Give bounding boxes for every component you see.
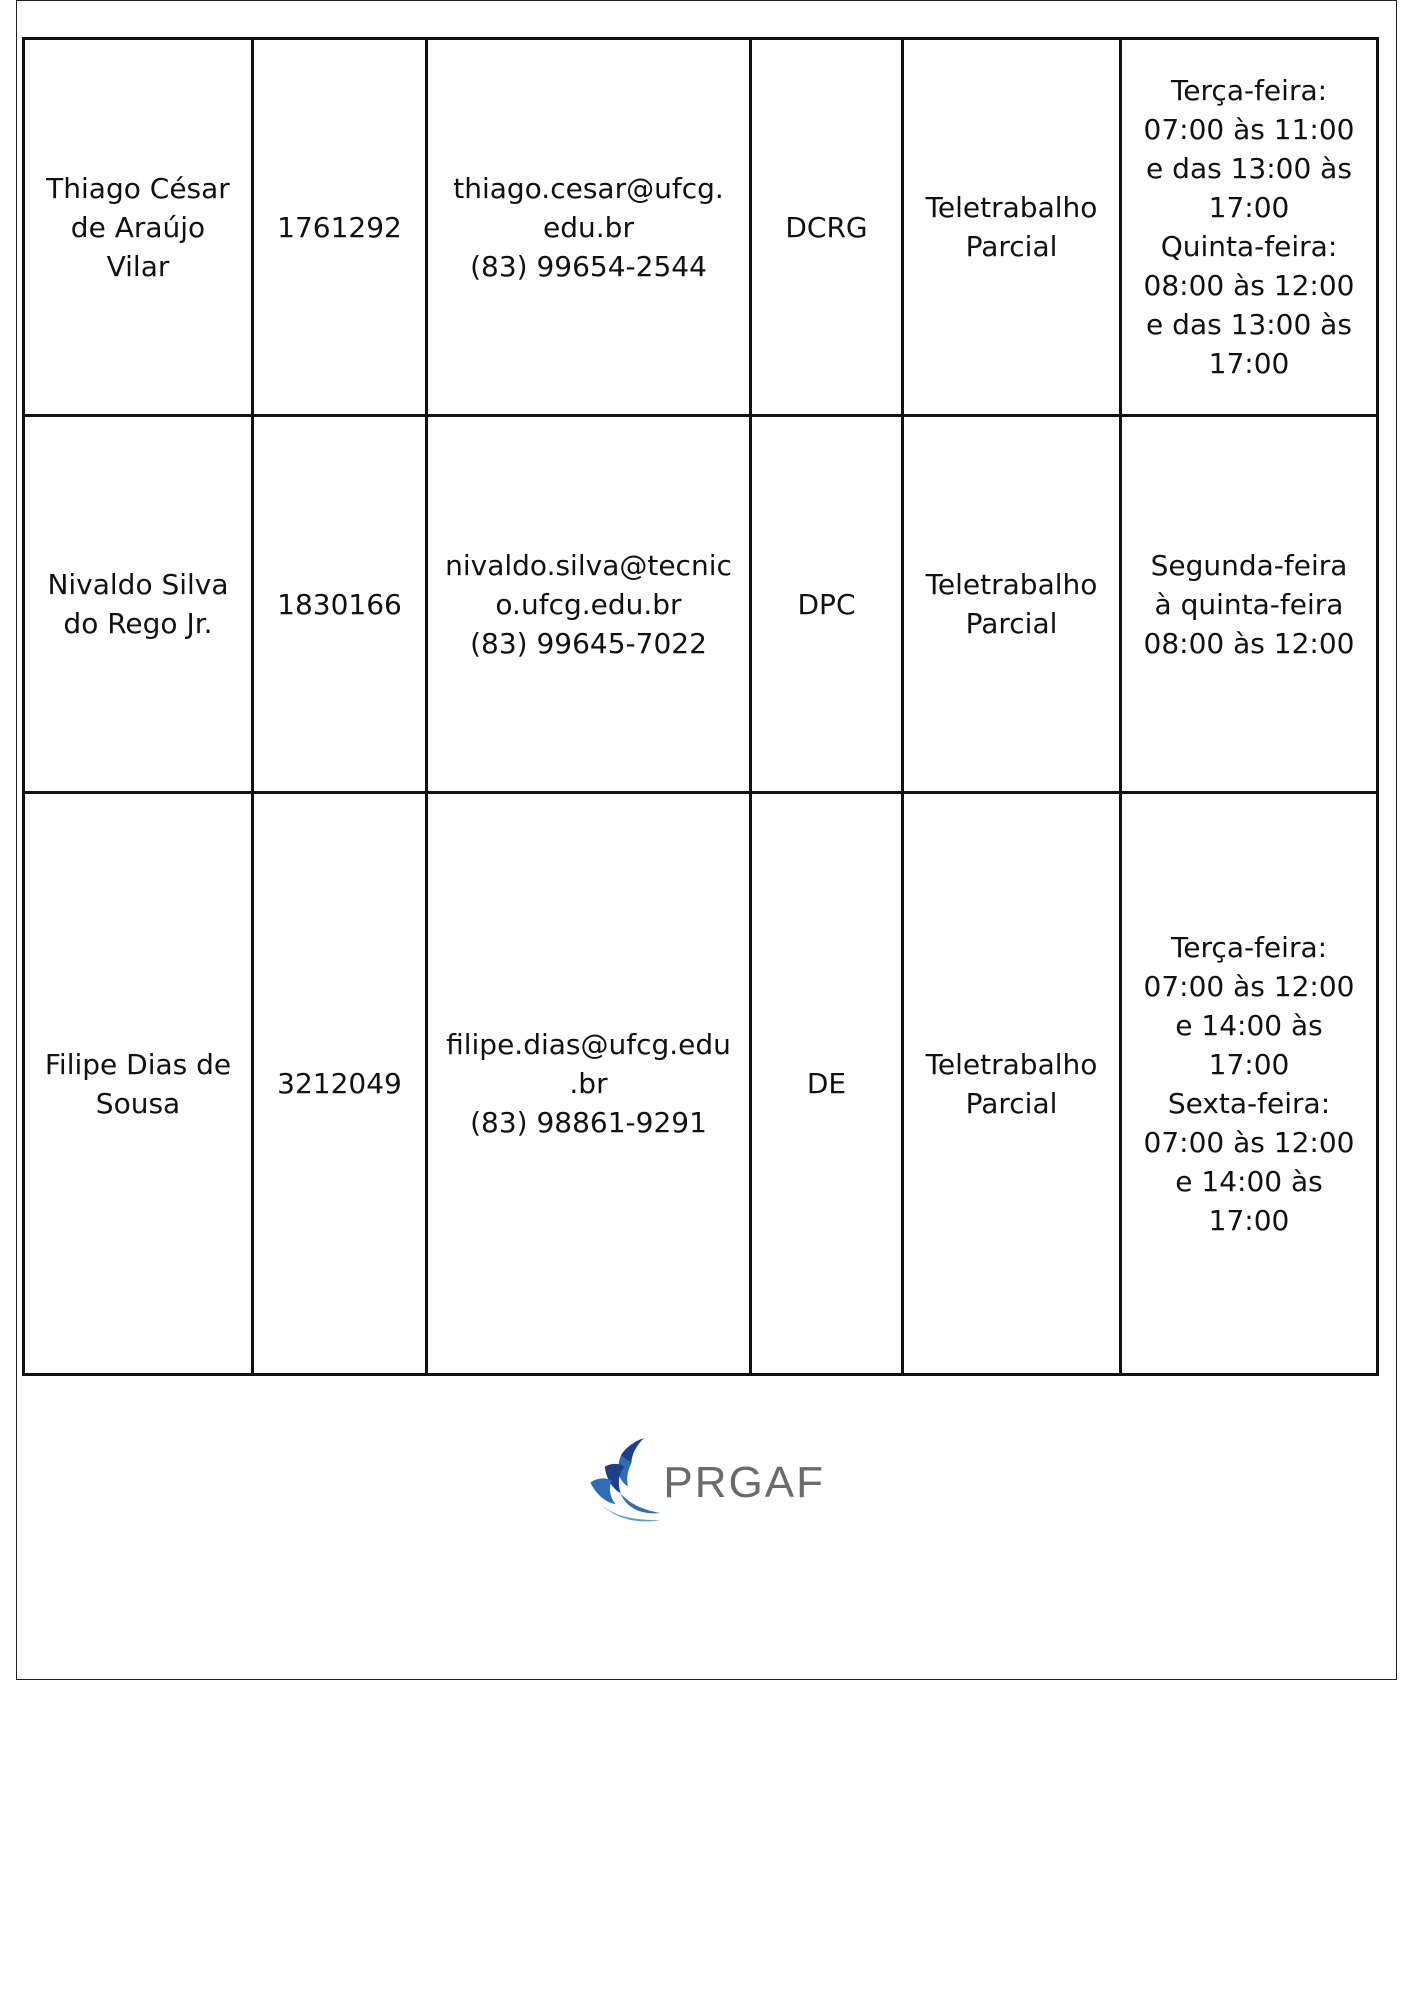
work-mode-cell [903, 793, 1121, 1375]
schedule-line: à quinta-feira [1154, 587, 1344, 621]
employee-name-line: Nivaldo Silva [47, 568, 229, 601]
schedule-line: e das 13:00 às [1146, 152, 1352, 185]
phone-line: (83) 99654-2544 [470, 249, 707, 283]
email-line: edu.br [543, 210, 634, 244]
employee-name-cell [24, 39, 253, 416]
unit-cell: DE [751, 793, 903, 1375]
employee-name-line: Thiago César [46, 171, 230, 205]
work-mode-line: Teletrabalho [925, 191, 1098, 224]
schedule-line: 17:00 [1208, 1047, 1290, 1081]
schedule-line: e das 13:00 às [1146, 308, 1352, 341]
phone-line: (83) 99645-7022 [470, 626, 707, 660]
contact-cell [427, 39, 751, 416]
schedule-line: Terça-feira: [1170, 930, 1328, 964]
schedule-line: 07:00 às 11:00 [1143, 113, 1355, 146]
employee-name-line: Filipe Dias de [44, 1047, 232, 1081]
unit-cell: DCRG [751, 39, 903, 416]
work-mode-line: Parcial [965, 607, 1058, 640]
email-line: .br [569, 1067, 608, 1100]
employee-name-cell [24, 416, 253, 793]
schedule-line: 17:00 [1208, 191, 1290, 224]
table-row [24, 39, 1378, 416]
schedule-line: Terça-feira: [1170, 74, 1328, 107]
work-mode-line: Teletrabalho [925, 568, 1098, 601]
employee-name-line: de Araújo [70, 210, 206, 244]
schedule-line: 08:00 às 12:00 [1143, 269, 1355, 302]
schedule-line: 07:00 às 12:00 [1143, 1125, 1355, 1159]
employee-name-line: do Rego Jr. [63, 607, 213, 640]
work-mode-line: Teletrabalho [925, 1047, 1098, 1081]
phone-line: (83) 98861-9291 [470, 1106, 707, 1139]
schedule-cell [1121, 416, 1378, 793]
email-line: thiago.cesar@ufcg. [453, 171, 724, 205]
schedule-line: 17:00 [1208, 347, 1290, 380]
employee-id-cell: 3212049 [253, 793, 427, 1375]
email-line: o.ufcg.edu.br [495, 587, 682, 621]
contact-cell [427, 793, 751, 1375]
logo-text: PRGAF [663, 1458, 825, 1507]
staff-schedule-table [22, 37, 1379, 1376]
work-mode-line: Parcial [965, 230, 1058, 263]
email-line: filipe.dias@ufcg.edu [446, 1028, 731, 1061]
employee-name-cell [24, 793, 253, 1375]
schedule-line: e 14:00 às [1175, 1008, 1323, 1042]
table-row [24, 793, 1378, 1375]
employee-id-cell: 1761292 [253, 39, 427, 416]
email-line: nivaldo.silva@tecnic [445, 548, 732, 582]
employee-id-cell: 1830166 [253, 416, 427, 793]
table-row [24, 416, 1378, 793]
work-mode-line: Parcial [965, 1086, 1058, 1120]
schedule-line: Sexta-feira: [1167, 1086, 1331, 1120]
schedule-line: 17:00 [1208, 1203, 1290, 1237]
unit-cell: DPC [751, 416, 903, 793]
schedule-line: 08:00 às 12:00 [1143, 626, 1355, 660]
prgaf-logo [585, 1425, 825, 1535]
schedule-line: Quinta-feira: [1160, 230, 1338, 263]
work-mode-cell [903, 416, 1121, 793]
schedule-cell [1121, 39, 1378, 416]
schedule-cell [1121, 793, 1378, 1375]
prgaf-logo-icon [585, 1425, 665, 1535]
schedule-line: 07:00 às 12:00 [1143, 969, 1355, 1003]
schedule-line: e 14:00 às [1175, 1164, 1323, 1198]
employee-name-line: Vilar [106, 249, 170, 283]
contact-cell [427, 416, 751, 793]
employee-name-line: Sousa [95, 1086, 181, 1120]
schedule-line: Segunda-feira [1150, 548, 1348, 582]
work-mode-cell [903, 39, 1121, 416]
